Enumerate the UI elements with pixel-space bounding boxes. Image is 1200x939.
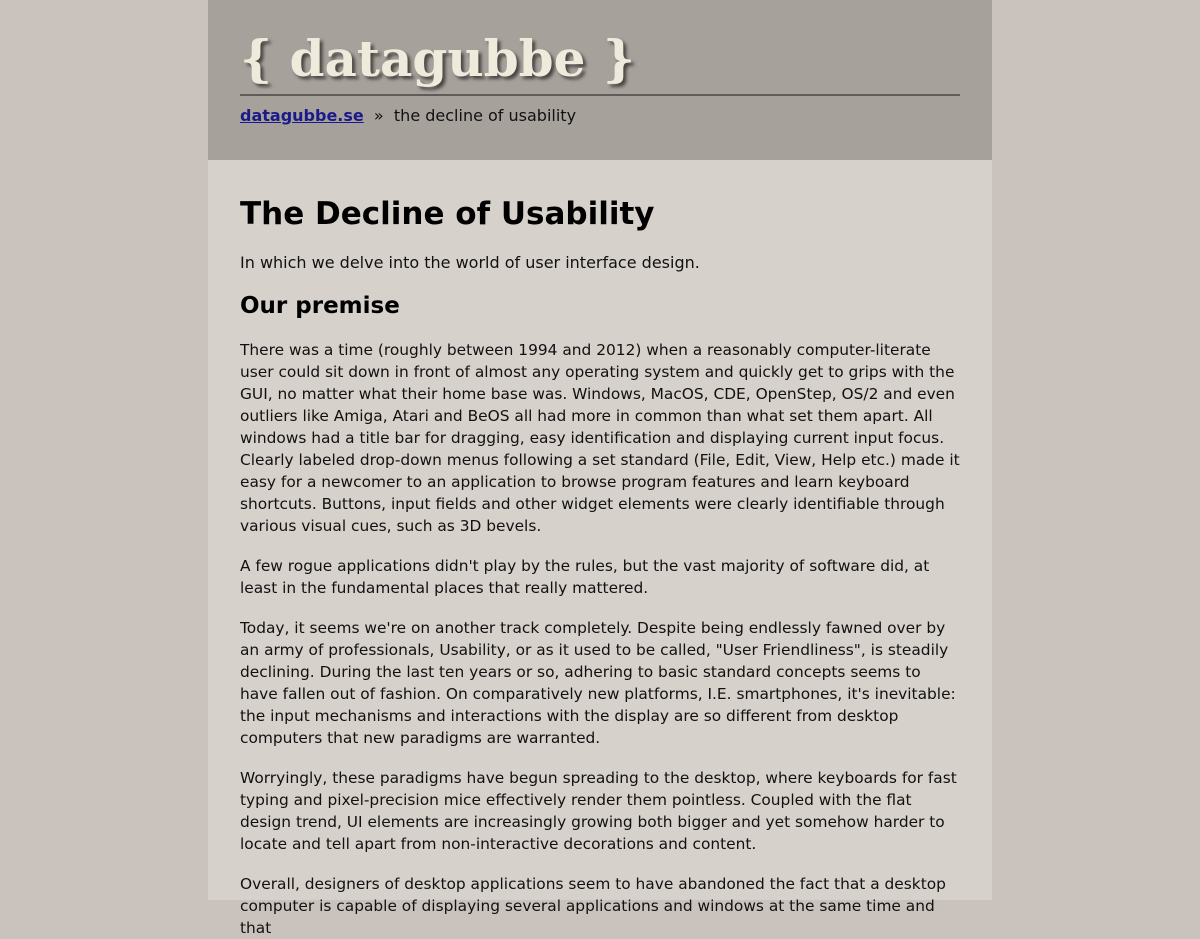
paragraph: There was a time (roughly between 1994 and 2012) when a reasonably computer-literate user could sit down in front of almost any operating system and quickly get to grips with the GUI, no matter what their home base was. Windows, MacOS, CDE, OpenStep, OS/2 and even outliers like Amiga, Atari and BeOS all had more in common than what set them apart. All windows had a title bar for dragging, easy identification and displaying current input focus. Clearly labeled drop-down menus following a set standard (File, Edit, View, Help etc.) made it easy for a newcomer to an application to browse program features and learn keyboard shortcuts. Buttons, input fields and other widget elements were clearly identifiable through various visual cues, such as 3D bevels. [240, 341, 960, 535]
breadcrumb-current: the decline of usability [393, 106, 577, 125]
paragraph: A few rogue applications didn't play by the rules, but the vast majority of software did, at least in the fundamental places that really mattered. [240, 557, 930, 597]
site-header [208, 0, 992, 160]
breadcrumb-home-link[interactable]: datagubbe.se [240, 106, 364, 125]
paragraph: Overall, designers of desktop applications seem to have abandoned the fact that a desktop computer is capable of displaying several applications and windows at the same time and that [240, 875, 946, 937]
header-divider [240, 94, 960, 96]
article-subtitle: In which we delve into the world of user interface design. [240, 253, 700, 272]
article-title: The Decline of Usability [240, 196, 655, 232]
paragraph: Worryingly, these paradigms have begun spreading to the desktop, where keyboards for fast typing and pixel-precision mice effectively render them pointless. Coupled with the flat design trend, UI elements are increasingly growing both bigger and yet somehow harder to locate and tell apart from non-interactive decorations and content. [240, 769, 957, 853]
section-title: Our premise [240, 293, 400, 319]
page-container [208, 0, 992, 937]
breadcrumb [240, 106, 960, 126]
breadcrumb-separator: » [368, 106, 389, 125]
site-title: { datagubbe } [240, 29, 636, 88]
article-content [208, 160, 992, 939]
paragraph: Today, it seems we're on another track completely. Despite being endlessly fawned over by an army of professionals, Usability, or as it used to be called, "User Friendliness", is steadily declining. During the last ten years or so, adhering to basic standard concepts seems to have fallen out of fashion. On comparatively new platforms, I.E. smartphones, it's inevitable: the input mechanisms and interactions with the display are so different from desktop computers that new paradigms are warranted. [240, 619, 956, 747]
